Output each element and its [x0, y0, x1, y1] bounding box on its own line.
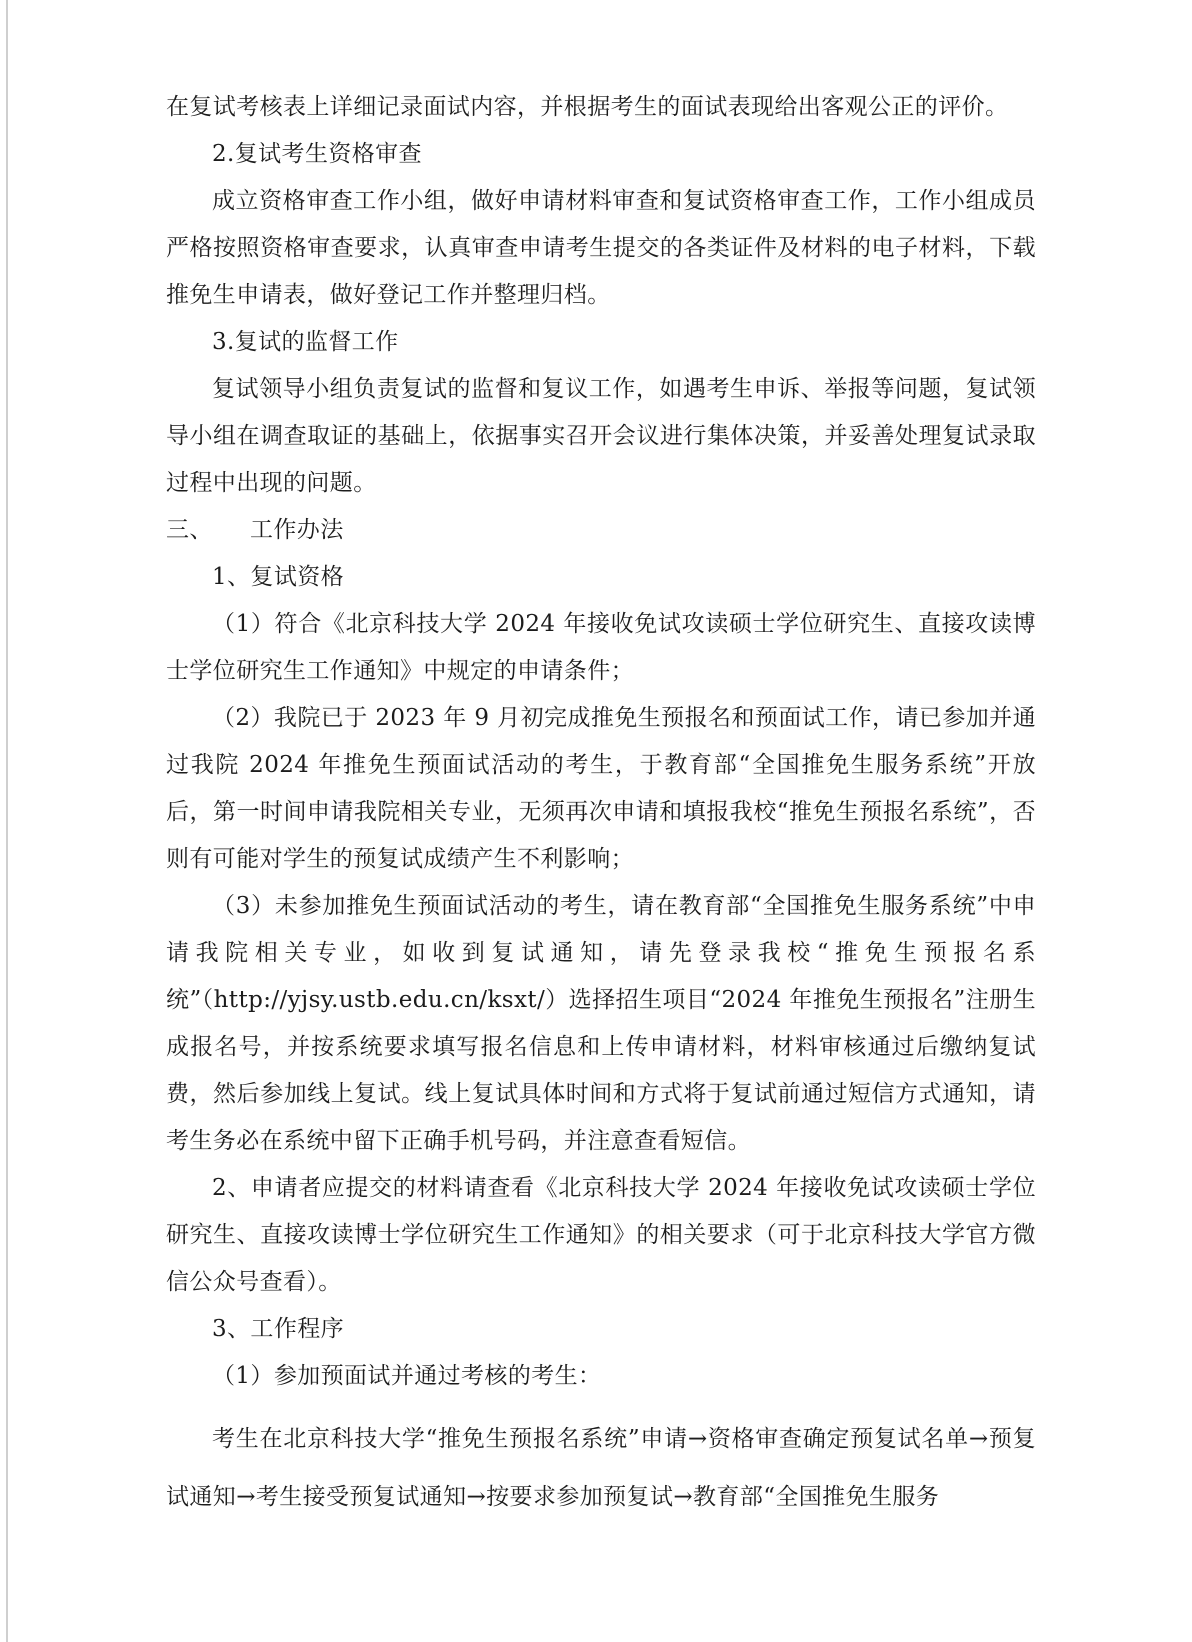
subheading-retest-qualification: 1、复试资格 [212, 564, 345, 590]
section-number: 三、 [166, 517, 213, 543]
procedure-item-1: （1）参加预面试并通过考核的考生： [212, 1363, 602, 1389]
procedure-flow-text: 考生在北京科技大学“推免生预报名系统”申请→资格审查确定预复试名单→预复试通知→考生接受预复试通知→按要求参加预复试→教育部“全国推免生服务 [166, 1426, 1036, 1510]
page-edge-divider [6, 0, 8, 1642]
document-body [166, 84, 1036, 1526]
section-title: 工作办法 [250, 517, 344, 543]
paragraph-qualification-review: 成立资格审查工作小组，做好申请材料审查和复试资格审查工作，工作小组成员严格按照资格审查要求，认真审查申请考生提交的各类证件及材料的电子材料，下载推免生申请表，做好登记工作并整理归档。 [166, 188, 1036, 308]
subheading-procedure: 3、工作程序 [212, 1316, 345, 1342]
section-heading-work-methods [166, 507, 1036, 554]
item-3-no-pre-interview: （3）未参加推免生预面试活动的考生，请在教育部“全国推免生服务系统”中申请我院相关专业，如收到复试通知，请先登录我校“推免生预报名系统”（http://yjsy.ustb.edu.cn/ksxt/）选择招生项目“2024 年推免生预报名”注册生成报名号，并按系统要求填写报名信息和上传申请材料，材料审核通过后缴纳复试费，然后参加线上复试。线上复试具体时间和方式将于复试前通过短信方式通知，请考生务必在系统中留下正确手机号码，并注意查看短信。 [166, 893, 1036, 1154]
heading-supervision: 3.复试的监督工作 [212, 329, 399, 355]
subheading-materials: 2、申请者应提交的材料请查看《北京科技大学 2024 年接收免试攻读硕士学位研究生、直接攻读博士学位研究生工作通知》的相关要求（可于北京科技大学官方微信公众号查看）。 [166, 1175, 1036, 1295]
item-2-pre-interview: （2）我院已于 2023 年 9 月初完成推免生预报名和预面试工作，请已参加并通过我院 2024 年推免生预面试活动的考生，于教育部“全国推免生服务系统”开放后，第一时间申请我院相关专业，无须再次申请和填报我校“推免生预报名系统”，否则有可能对学生的预复试成绩产生不利影响； [166, 705, 1036, 872]
heading-qualification-review: 2.复试考生资格审查 [212, 141, 422, 167]
item-1-conditions: （1）符合《北京科技大学 2024 年接收免试攻读硕士学位研究生、直接攻读博士学位研究生工作通知》中规定的申请条件； [166, 611, 1036, 684]
paragraph-supervision: 复试领导小组负责复试的监督和复议工作，如遇考生申诉、举报等问题，复试领导小组在调查取证的基础上，依据事实召开会议进行集体决策，并妥善处理复试录取过程中出现的问题。 [166, 376, 1036, 496]
paragraph-interview-record: 在复试考核表上详细记录面试内容，并根据考生的面试表现给出客观公正的评价。 [166, 94, 1009, 120]
